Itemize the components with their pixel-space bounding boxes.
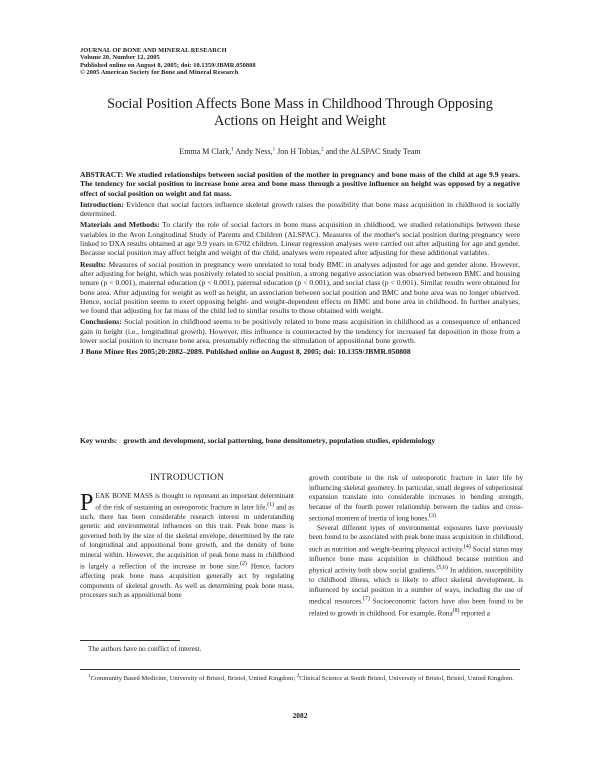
article-title	[60, 96, 540, 130]
author-2-affiliation: 1	[272, 147, 276, 153]
citation-ref: (5,6)	[436, 565, 448, 572]
abstract-methods	[80, 220, 520, 257]
affiliation-1: Community Based Medicine, University of Bristol, Bristol, United Kingdom;	[90, 675, 297, 682]
journal-volume: Volume 20, Number 12, 2005	[80, 54, 160, 62]
methods-label: Materials and Methods:	[80, 220, 160, 230]
citation-text: J Bone Miner Res 2005;20:2082–2089. Published online on August 8, 2005; doi: 10.1359/JBMR.050808	[80, 347, 411, 357]
journal-published: Published online on August 8, 2005; doi: 10.1359/JBMR.050808	[80, 61, 256, 69]
results-label: Results:	[80, 259, 107, 269]
title-line-1: Social Position Affects Bone Mass in Childhood Through Opposing	[107, 96, 493, 112]
journal-name: JOURNAL OF BONE AND MINERAL RESEARCH	[80, 47, 227, 54]
author-1: Emma M Clark,	[179, 147, 232, 156]
right-paragraph-2	[309, 524, 523, 619]
keywords	[80, 436, 520, 445]
abstract-citation	[80, 347, 520, 356]
affiliation-footnote	[80, 675, 520, 684]
right-paragraph-1	[309, 474, 523, 524]
conclusions-label: Conclusions:	[80, 317, 122, 327]
left-text-b: and as such, there has been considerable research interest in understanding genetic and environmental influences on this trait. Peak bone mass is governed both by the size of the skeletal envelope, determined by the rate of longitudinal and appositional bone growth, and the density of bone mineral within. However, the acquisition of peak bone mass in childhood is largely a reflection of the increase in bone size.	[80, 503, 295, 571]
left-column	[80, 474, 294, 601]
author-3: Jon H Tobias,	[275, 147, 322, 156]
small-caps-lead: EAK BONE MASS	[95, 491, 153, 500]
keywords-label: Key words:	[80, 436, 118, 445]
keywords-list: growth and development, social patterning, bone densitometry, population studies, epidemiology	[123, 436, 436, 445]
citation-ref: (2)	[240, 561, 247, 568]
abstract-summary: We studied relationships between social position of the mother in pregnancy and bone mass of the child at age 9.9 years. The tendency for social position to increase bone area and bone mass through a positive influence on height was opposed by a negative effect of social position on weight and fat mass.	[80, 170, 520, 198]
author-list	[60, 147, 540, 156]
left-text-c: Hence, factors affecting peak bone mass acquisition generally act by regulating components of skeletal growth. As well as determining peak bone mass, processes such as appositional bone	[80, 562, 294, 600]
citation-ref: (7)	[362, 596, 370, 603]
title-line-2: Actions on Height and Weight	[214, 113, 386, 129]
right-text-2a: Several different types of environmental exposures have previously been found to be associated with peak bone mass acquisition in childhood, such as nutrition and weight-bearing physical activity.	[309, 523, 523, 554]
conclusions-text: Social position in childhood seems to be positively related to bone mass acquisition in childhood as a consequence of enhanced gain in height (i.e., longitudinal growth). However, this influence is counteracted by the tendency for increased fat deposition in those from a lower social position to increase bone area, presumably reflecting the stimulation of appositional bone growth.	[80, 317, 520, 346]
section-heading-introduction: INTRODUCTION	[149, 473, 225, 483]
author-4: and the ALSPAC Study Team	[323, 147, 421, 156]
author-3-affiliation: 2	[321, 147, 324, 153]
author-1-affiliation: 1	[231, 147, 234, 153]
drop-cap: P	[80, 489, 94, 516]
citation-ref: (4)	[463, 543, 471, 550]
right-text-2e: reported a	[459, 609, 490, 618]
citation-ref: (3)	[428, 513, 436, 519]
abstract-introduction	[80, 200, 520, 219]
left-paragraph	[80, 489, 295, 601]
right-text-2d: Socioeconomic factors have also been found to be related to growth in childhood. For example, Rona	[309, 597, 523, 618]
right-text-1a: growth contribute to the risk of osteoporotic fracture in later life by influencing skeletal geometry. In particular, small degrees of subperiosteal expansion translate into considerable increases in bending strength, because of the fourth power relationship between the radius and cross-sectional moment of inertia of long bones.	[309, 474, 523, 523]
methods-text: To clarify the role of social factors in bone mass acquisition in childhood, we studied relationships between these variables in the Avon Longitudinal Study of Parents and Children (ALSPAC). Measures of the mother's social position during pregnancy were linked to DXA results obtained at age 9.9 years in 6702 children. Linear regression analyses were carried out after adjusting for age and gender. Because social position may affect height and weight of the child, analyses were repeated after adjusting for these additional variables.	[80, 220, 520, 258]
abstract	[80, 170, 520, 359]
journal-copyright: © 2005 American Society for Bone and Mineral Research	[80, 68, 239, 76]
author-2: Andy Ness,	[233, 147, 273, 156]
abstract-conclusions	[80, 317, 520, 345]
right-text-2b: Social status may influence bone mass acquisition in childhood because nutrition and physical activity both show social gradients.	[309, 545, 523, 575]
footnote-marker-2: 2	[296, 673, 300, 679]
right-text-2c: In addition, susceptibility to childhood illness, which is likely to affect skeletal development, is influenced by social position in a number of ways, including the use of medical resources.	[309, 566, 523, 606]
page-number: 2082	[292, 711, 308, 720]
citation-ref: (8)	[452, 607, 460, 614]
footnote-divider	[80, 669, 520, 670]
conflict-divider	[80, 640, 180, 641]
abstract-label: ABSTRACT:	[80, 170, 124, 179]
conflict-statement: The authors have no conflict of interest.	[88, 645, 202, 653]
abstract-results	[80, 260, 520, 316]
abstract-lead	[80, 170, 520, 198]
right-column	[309, 474, 523, 619]
affiliation-2: Clinical Science at South Bristol, University of Bristol, Bristol, United Kingdom.	[299, 675, 514, 682]
results-text: Measures of social position in pregnancy were unrelated to total body BMC in analyses adjusted for age and gender alone. However, after adjusting for height, which was positively related to social position, a strong negative association was observed between BMC and housing tenure (p < 0.001), maternal education (p < 0.001), paternal education (p < 0.001), and social class (p < 0.001). Similar results were obtained for bone area. After adjusting for weight as well as height, an association between social position and BMC and bone area was no longer observed. Hence, social position seems to exert opposing height- and weight-dependent effects on BMC and bone area in childhood. In further analyses, we found that adjusting for fat mass of the child led to similar results to those obtained with weight.	[80, 259, 520, 316]
left-text-a: is thought to represent an important determinant of the risk of sustaining an osteoporotic fracture in later life,	[95, 491, 294, 512]
citation-ref: (1)	[267, 502, 275, 508]
footnote-marker-1: 1	[88, 673, 91, 679]
journal-header	[80, 47, 256, 76]
introduction-label: Introduction:	[80, 199, 124, 209]
introduction-text: Evidence that social factors influence skeletal growth raises the possibility that bone mass acquisition in childhood is socially determined.	[80, 199, 520, 219]
